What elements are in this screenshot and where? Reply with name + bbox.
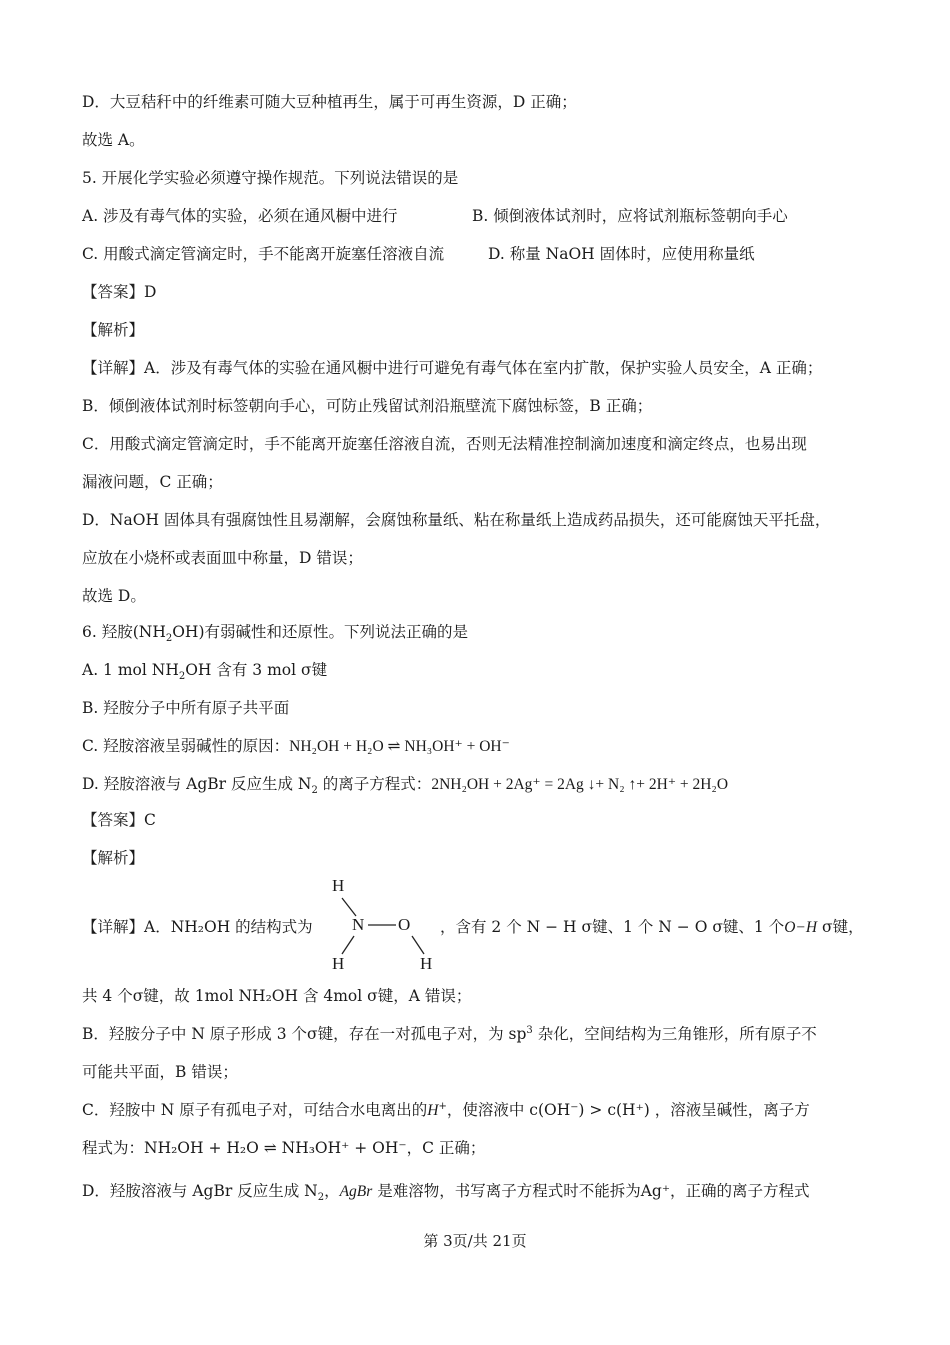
answer-6 <box>82 810 156 830</box>
text-fragment: OH 含有 3 mol σ键 <box>185 661 328 679</box>
superscript: 3 <box>526 1024 533 1036</box>
italic-term: H <box>427 1102 439 1119</box>
text-fragment: D．羟胺溶液与 AgBr 反应生成 N <box>82 1182 318 1200</box>
explanation-line <box>440 917 864 937</box>
analysis-heading: 【解析】 <box>82 849 145 867</box>
answer-value: D <box>144 283 157 301</box>
explanation-line: 【详解】A．涉及有毒气体的实验在通风橱中进行可避免有毒气体在室内扩散，保护实验人员安全，A 正确； <box>82 359 823 377</box>
subscript: 2 <box>311 785 318 797</box>
explanation-line: 程式为：NH₂OH + H₂O ⇌ NH₃OH⁺ + OH⁻，C 正确； <box>82 1139 486 1157</box>
text-fragment: C. 羟胺溶液呈弱碱性的原因： <box>82 737 290 755</box>
text-fragment: 6. 羟胺(NH <box>82 623 166 641</box>
equation: 2NH₂OH + 2Ag⁺ = 2Ag ↓+ N₂ ↑+ 2H⁺ + 2H₂O <box>431 776 729 793</box>
explanation-line: 漏液问题，C 正确； <box>82 473 223 491</box>
bond-lines <box>330 876 440 976</box>
text-line: D．大豆秸秆中的纤维素可随大豆种植再生，属于可再生资源，D 正确； <box>82 93 577 111</box>
text-fragment: C．羟胺中 N 原子有孤电子对，可结合水电离出的 <box>82 1101 428 1119</box>
atom-n: N <box>352 915 365 934</box>
analysis-heading: 【解析】 <box>82 321 145 339</box>
answer-tag: 【答案】 <box>82 283 145 301</box>
text-fragment: ，使溶液中 c(OH⁻) > c(H⁺) ，溶液呈碱性，离子方 <box>446 1101 810 1119</box>
option-6a <box>82 660 328 683</box>
answer-5 <box>82 282 156 302</box>
text-fragment: 的离子方程式： <box>317 775 432 793</box>
text-fragment: ，含有 2 个 N − H σ键、1 个 N − O σ键、1 个 <box>440 918 785 936</box>
text-fragment: A. 1 mol NH <box>82 661 179 679</box>
explanation-line: 应放在小烧杯或表面皿中称量，D 错误； <box>82 549 363 567</box>
option-5a: A. 涉及有毒气体的实验，必须在通风橱中进行 <box>82 207 398 225</box>
explanation-line <box>82 1181 810 1204</box>
page-footer: 第 3页/共 21页 <box>423 1232 527 1250</box>
explanation-line: D．NaOH 固体具有强腐蚀性且易潮解，会腐蚀称量纸、粘在称量纸上造成药品损失，还可能腐蚀天平托盘， <box>82 511 831 529</box>
explanation-line: 故选 D。 <box>82 587 146 605</box>
explanation-line <box>82 1024 817 1044</box>
question-6-stem <box>82 622 468 645</box>
hydroxylamine-structure <box>330 876 440 976</box>
explanation-line <box>82 1100 810 1120</box>
option-6c <box>82 736 510 756</box>
text-line: 故选 A。 <box>82 131 145 149</box>
text-fragment: σ键， <box>817 918 864 936</box>
text-fragment: 是难溶物，书写离子方程式时不能拆为Ag⁺，正确的离子方程式 <box>372 1182 810 1200</box>
text-fragment: ， <box>324 1182 340 1200</box>
equation: NH₂OH + H₂O ⇌ NH₃OH⁺ + OH⁻ <box>289 738 510 755</box>
text-fragment: B．羟胺分子中 N 原子形成 3 个σ键，存在一对孤电子对，为 sp <box>82 1025 527 1043</box>
superscript: + <box>438 1100 447 1112</box>
option-5b: B. 倾倒液体试剂时，应将试剂瓶标签朝向手心 <box>472 207 788 225</box>
italic-term: AgBr <box>339 1183 373 1200</box>
explanation-line: B．倾倒液体试剂时标签朝向手心，可防止残留试剂沿瓶壁流下腐蚀标签，B 正确； <box>82 397 653 415</box>
text-fragment: 杂化，空间结构为三角锥形，所有原子不 <box>532 1025 817 1043</box>
text-fragment: D. 羟胺溶液与 AgBr 反应生成 N <box>82 775 312 793</box>
subscript: 2 <box>317 1192 325 1204</box>
option-6d <box>82 774 729 797</box>
answer-tag: 【答案】 <box>82 811 145 829</box>
atom-h-left: H <box>332 954 345 973</box>
subscript: 2 <box>165 633 173 645</box>
option-5c: C. 用酸式滴定管滴定时，手不能离开旋塞任溶液自流 <box>82 245 445 263</box>
atom-o: O <box>398 915 411 934</box>
explanation-line: 共 4 个σ键，故 1mol NH₂OH 含 4mol σ键，A 错误； <box>82 987 472 1005</box>
text-fragment: OH)有弱碱性和还原性。下列说法正确的是 <box>172 623 468 641</box>
answer-value: C <box>144 811 156 829</box>
explanation-line: 可能共平面，B 错误； <box>82 1063 238 1081</box>
option-5d: D. 称量 NaOH 固体时，应使用称量纸 <box>488 245 755 263</box>
explanation-line: C．用酸式滴定管滴定时，手不能离开旋塞任溶液自流，否则无法精准控制滴加速度和滴定终点，也易出现 <box>82 435 807 453</box>
atom-h-top: H <box>332 876 345 895</box>
option-6b: B. 羟胺分子中所有原子共平面 <box>82 699 290 717</box>
explanation-line <box>82 917 313 937</box>
italic-term: O−H <box>784 919 818 936</box>
subscript: 2 <box>178 671 186 683</box>
atom-h-right: H <box>420 954 433 973</box>
text-fragment: 【详解】A．NH₂OH 的结构式为 <box>82 918 313 936</box>
question-5-stem: 5. 开展化学实验必须遵守操作规范。下列说法错误的是 <box>82 169 459 187</box>
